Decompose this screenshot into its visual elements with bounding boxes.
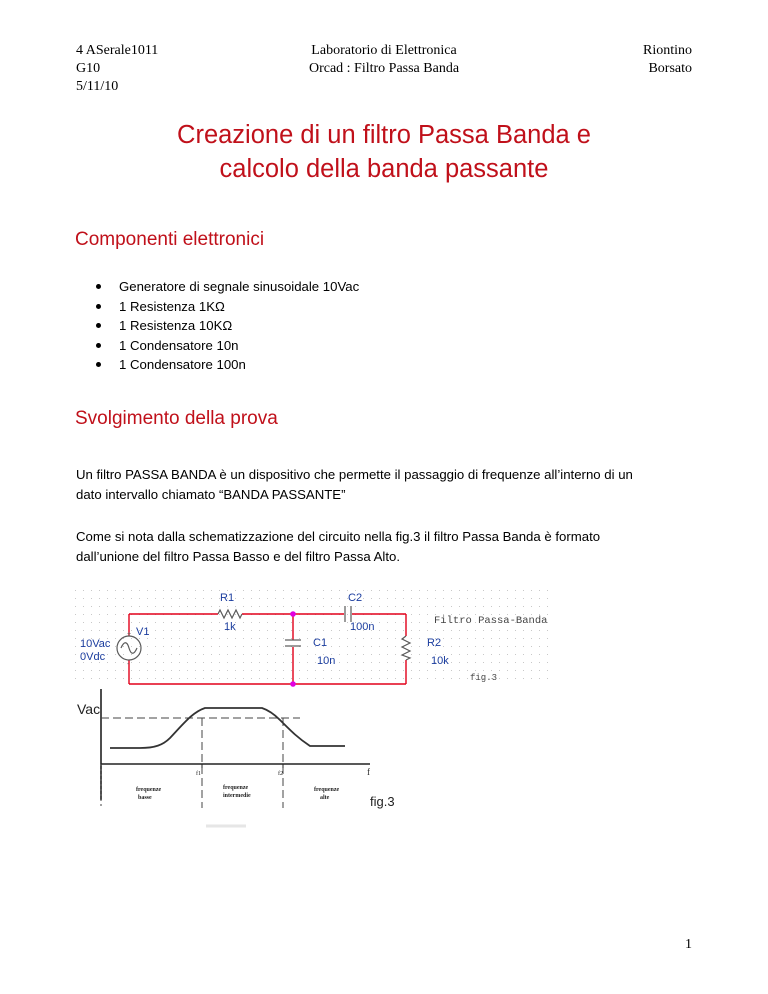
group-code: G10	[76, 61, 101, 76]
c1-label: C1	[313, 637, 328, 649]
f1-label: f1	[196, 771, 201, 777]
schematic-title: Filtro Passa-Banda	[434, 615, 548, 627]
c2-label: C2	[348, 592, 363, 604]
paragraph-line: Come si nota dalla schematizzazione del circuito nella fig.3 il filtro Passa Banda è formato	[76, 529, 601, 544]
region-high-line1: frequenze	[314, 787, 340, 793]
c1-value: 10n	[317, 655, 336, 667]
paragraph-line: dato intervallo chiamato “BANDA PASSANTE”	[76, 486, 346, 502]
region-mid-line2: intermedie	[223, 793, 251, 799]
x-axis-label: f	[367, 767, 370, 777]
y-axis-label: Vac	[77, 701, 101, 717]
author-1: Riontino	[642, 43, 692, 58]
plus-sign: +	[127, 631, 132, 638]
title-line-2: calcolo della banda passante	[219, 155, 549, 183]
date: 5/11/10	[76, 79, 119, 94]
paragraph-line: Un filtro PASSA BANDA è un dispositivo che permette il passaggio di frequenze all’interno di un	[76, 467, 633, 482]
course-code: 4 ASerale1011	[76, 43, 159, 58]
r2-label: R2	[427, 637, 442, 649]
v1-dc-value: 0Vdc	[80, 651, 106, 663]
junction-dot	[290, 681, 296, 687]
region-high-line2: alte	[320, 795, 330, 801]
region-low-line1: frequenze	[136, 787, 162, 793]
junction-dot	[290, 611, 296, 617]
schematic-fig-label: fig.3	[470, 673, 498, 683]
title-line-1: Creazione di un filtro Passa Banda e	[177, 121, 591, 149]
paragraph-line: dall’unione del filtro Passa Basso e del filtro Passa Alto.	[76, 548, 401, 564]
c2-value: 100n	[350, 621, 375, 633]
v1-ac-value: 10Vac	[80, 638, 111, 650]
list-item: 1 Resistenza 1KΩ	[95, 297, 359, 317]
components-heading: Componenti elettronici	[75, 229, 265, 250]
list-item: 1 Condensatore 10n	[95, 336, 359, 356]
list-item: 1 Condensatore 100n	[95, 355, 359, 375]
region-low-line2: basse	[138, 795, 152, 801]
response-curve	[110, 708, 345, 748]
plot-fig-label: fig.3	[370, 794, 395, 809]
page-number: 1	[685, 937, 692, 952]
lab-topic: Orcad : Filtro Passa Banda	[308, 61, 460, 76]
minus-sign: -	[127, 661, 130, 668]
r2-value: 10k	[431, 655, 449, 667]
v1-label: V1	[136, 626, 150, 638]
procedure-heading: Svolgimento della prova	[75, 408, 278, 429]
r1-value: 1k	[224, 621, 236, 633]
r1-label: R1	[220, 592, 235, 604]
region-mid-line1: frequenze	[223, 785, 249, 791]
list-item: Generatore di segnale sinusoidale 10Vac	[95, 277, 359, 297]
f2-label: f2	[278, 771, 283, 777]
lab-name: Laboratorio di Elettronica	[311, 43, 457, 58]
author-2: Borsato	[648, 61, 692, 76]
list-item: 1 Resistenza 10KΩ	[95, 316, 359, 336]
